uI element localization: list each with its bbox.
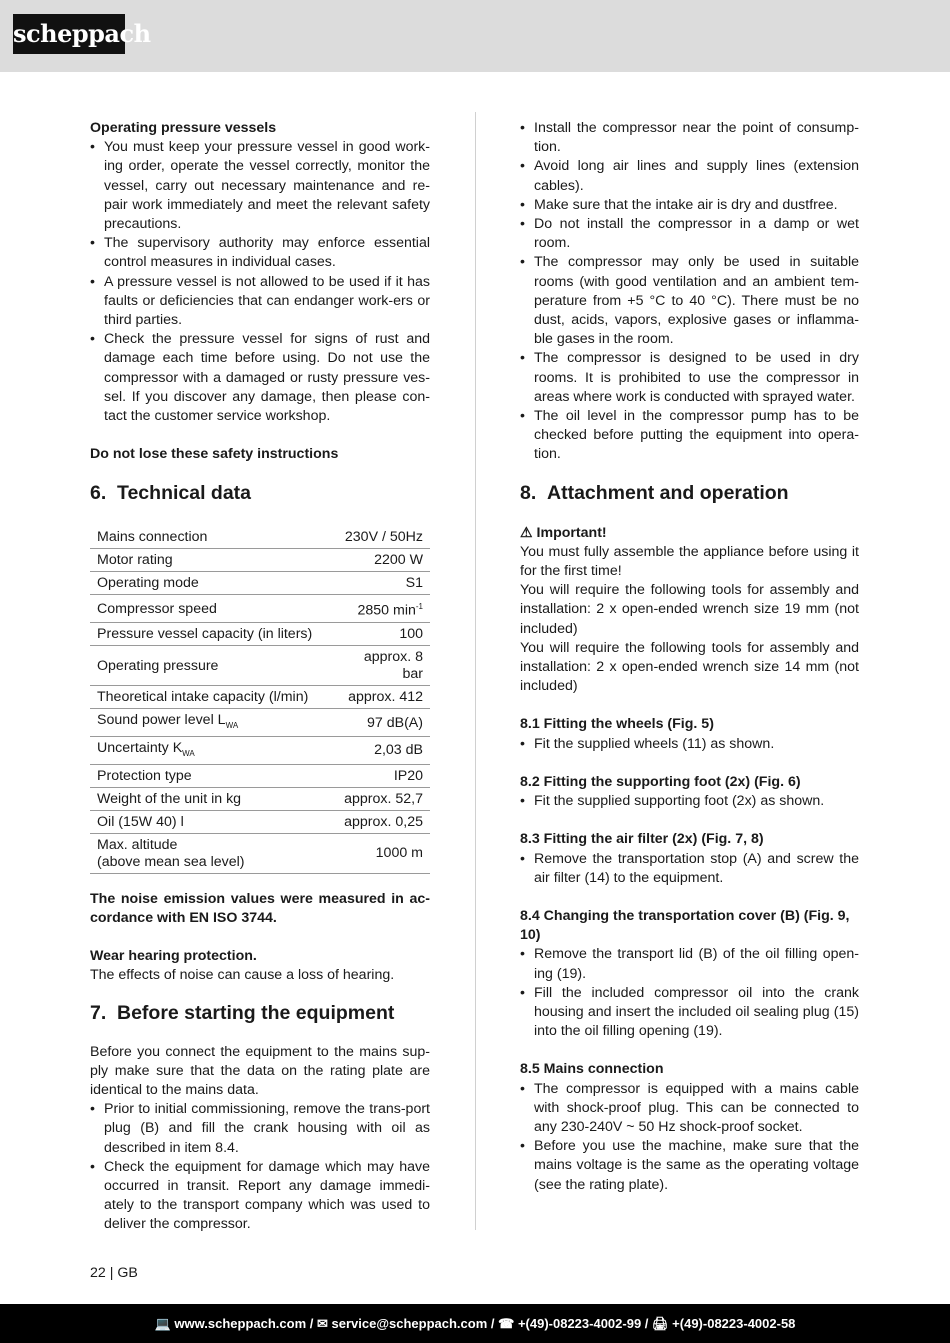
computer-icon: 💻: [154, 1316, 171, 1331]
brand-logo: scheppach: [13, 14, 125, 54]
keep-instructions-note: Do not lose these safety instructions: [90, 446, 339, 463]
phone-number: +(49)-08223-4002-99: [517, 1316, 642, 1331]
warning-triangle-icon: ⚠: [520, 523, 533, 540]
table-row: [90, 737, 430, 765]
list-item: • Check the equipment for damage which may have occurred in transit. Report any damage immedi-ately to the transport company which was used to deliver the compressor.: [90, 1158, 430, 1235]
table-row: [90, 595, 430, 623]
section-7-heading: [90, 1001, 430, 1025]
table-row: [90, 810, 430, 833]
list-item: • The compressor is designed to be used in dry rooms. It is prohibited to use the compressor in areas where work is conducted with sprayed water.: [520, 349, 859, 407]
section-7-intro: Before you connect the equipment to the mains sup-ply make sure that the data on the rating plate are identical to the mains data.: [90, 1043, 430, 1099]
section-8-heading: [520, 481, 859, 505]
spec-value: 2850 $\min^{-1}$: [332, 595, 430, 623]
subsection-8-3-list: [520, 850, 859, 888]
important-heading: [520, 523, 859, 543]
subsection-8-4-list: [520, 945, 859, 1041]
subsection-8-5-heading: 8.5 Mains connection: [520, 1061, 664, 1078]
subsection-8-4-heading: 8.4 Changing the transportation cover (B) (Fig. 9, 10): [520, 907, 850, 944]
subsection-8-3-heading: 8.3 Fitting the air filter (2x) (Fig. 7, 8): [520, 831, 764, 848]
important-text: You must fully assemble the appliance before using it for the first time!: [520, 543, 859, 580]
spec-value: 97 dB(A): [332, 709, 430, 737]
spec-value: approx. 52,7: [332, 787, 430, 810]
subsection-8-1-heading: 8.1 Fitting the wheels (Fig. 5): [520, 716, 714, 733]
spec-label: Pressure vessel capacity (in liters): [90, 623, 332, 646]
spec-value: approx. 0,25: [332, 810, 430, 833]
list-item: • The oil level in the compressor pump has to be checked before putting the equipment into opera-tion.: [520, 407, 859, 465]
spec-label: Sound power level $L_{WA}$: [90, 709, 332, 737]
right-column: [520, 119, 859, 1195]
section-7-list: [90, 1100, 430, 1234]
list-item: • Install the compressor near the point of consump-tion.: [520, 119, 859, 157]
subsection-8-2-list: [520, 792, 859, 811]
operating-vessels-heading: Operating pressure vessels: [90, 120, 277, 136]
list-item: • A pressure vessel is not allowed to be used if it has faults or deficiencies that can endanger work-ers or third parties.: [90, 273, 430, 331]
spec-value: approx. 412: [332, 686, 430, 709]
table-row: [90, 709, 430, 737]
hearing-protection-text: The effects of noise can cause a loss of hearing.: [90, 967, 395, 984]
fax-number: +(49)-08223-4002-58: [672, 1316, 796, 1331]
important-text: You will require the following tools for assembly and installation: 2 x open-ended wrench size 19 mm (not included): [520, 582, 859, 637]
website-link[interactable]: www.scheppach.com: [174, 1316, 307, 1331]
spec-label: Weight of the unit in kg: [90, 787, 332, 810]
spec-label: Oil (15W 40) l: [90, 810, 332, 833]
spec-value: 2,03 dB: [332, 737, 430, 765]
table-row: [90, 764, 430, 787]
important-label: Important!: [536, 524, 607, 541]
list-item: • The compressor is equipped with a mains cable with shock-proof plug. This can be connected to any 230-240V ~ 50 Hz shock-proof socket.: [520, 1080, 859, 1138]
spec-value: 100: [332, 623, 430, 646]
table-row: [90, 646, 430, 686]
section-title: Technical data: [117, 482, 252, 505]
section-number: 6.: [90, 482, 107, 505]
section-number: 8.: [520, 481, 537, 504]
spec-label: Theoretical intake capacity (l/min): [90, 686, 332, 709]
subsection-8-5-list: [520, 1080, 859, 1195]
spec-label: Protection type: [90, 764, 332, 787]
list-item: • Fit the supplied supporting foot (2x) as shown.: [520, 792, 859, 811]
table-row: [90, 787, 430, 810]
phone-icon: ☎: [498, 1316, 515, 1331]
list-item: • Avoid long air lines and supply lines (extension cables).: [520, 157, 859, 195]
table-row: [90, 623, 430, 646]
list-item: • Prior to initial commissioning, remove the trans-port plug (B) and fill the crank housing with oil as described in item 8.4.: [90, 1100, 430, 1158]
spec-value: 230V / 50Hz: [332, 526, 430, 549]
subsection-8-1-list: [520, 735, 859, 754]
list-item: • Remove the transport lid (B) of the oil filling open-ing (19).: [520, 945, 859, 983]
section-title: Before starting the equipment: [117, 1001, 395, 1024]
spec-label: Mains connection: [90, 526, 332, 549]
list-item: • The compressor may only be used in suitable rooms (with good ventilation and an ambient tem-perature from +5 °C to 40 °C). There must be no dust, acids, vapors, explosive gases or inflamma-ble gases in the room.: [520, 253, 859, 349]
section-6-heading: [90, 481, 430, 505]
table-row: [90, 686, 430, 709]
list-item: • You must keep your pressure vessel in good work-ing order, operate the vessel correctly, monitor the vessel, carry out necessary maintenance and re-pair work immediately and meet the relevant safety precautions.: [90, 138, 430, 234]
spec-label: Max. altitude (above mean sea level): [90, 833, 332, 873]
column-divider: [475, 112, 476, 1230]
spec-label: Operating mode: [90, 572, 332, 595]
spec-label: Operating pressure: [90, 646, 332, 686]
table-row: [90, 572, 430, 595]
hearing-protection-heading: Wear hearing protection.: [90, 948, 257, 965]
spec-value: S1: [332, 572, 430, 595]
list-item: • Fit the supplied wheels (11) as shown.: [520, 735, 859, 754]
spec-value: IP20: [332, 764, 430, 787]
section-number: 7.: [90, 1001, 107, 1024]
installation-list: [520, 119, 859, 465]
spec-value: 2200 W: [332, 549, 430, 572]
operating-vessels-list: [90, 138, 430, 426]
important-text: You will require the following tools for assembly and installation: 2 x open-ended wrench size 14 mm (not included): [520, 639, 859, 695]
list-item: • Check the pressure vessel for signs of rust and damage each time before using. Do not use the compressor with a damaged or rusty pressure ves-sel. If you discover any damage, then please con-tact the customer service workshop.: [90, 330, 430, 426]
table-row: [90, 833, 430, 873]
technical-data-table: [90, 526, 430, 873]
left-column: [90, 119, 430, 1235]
spec-value: approx. 8 bar: [332, 646, 430, 686]
list-item: • Before you use the machine, make sure that the mains voltage is the same as the operating voltage (see the rating plate).: [520, 1137, 859, 1195]
mail-icon: ✉: [316, 1316, 328, 1331]
list-item: • Remove the transportation stop (A) and screw the air filter (14) to the equipment.: [520, 850, 859, 888]
spec-label: Motor rating: [90, 549, 332, 572]
subsection-8-2-heading: 8.2 Fitting the supporting foot (2x) (Fig. 6): [520, 773, 801, 790]
table-row: [90, 549, 430, 572]
list-item: • Do not install the compressor in a damp or wet room.: [520, 215, 859, 253]
spec-value: 1000 m: [332, 833, 430, 873]
email-link[interactable]: service@scheppach.com: [331, 1316, 488, 1331]
list-item: • Make sure that the intake air is dry and dustfree.: [520, 196, 859, 215]
noise-emission-note: The noise emission values were measured in ac-cordance with EN ISO 3744.: [90, 890, 430, 927]
page-header: [0, 0, 950, 72]
page-footer: 💻 www.scheppach.com / ✉ service@scheppach.com / ☎ +(49)-08223-4002-99 / 🖨 +(49)-08223-4002-58: [0, 1304, 950, 1343]
section-title: Attachment and operation: [547, 481, 789, 504]
page-number: 22 | GB: [90, 1265, 138, 1281]
spec-label: Uncertainty $K_{WA}$: [90, 737, 332, 765]
list-item: • Fill the included compressor oil into the crank housing and insert the included oil sealing plug (15) into the oil filling opening (19).: [520, 984, 859, 1042]
list-item: • The supervisory authority may enforce essential control measures in individual cases.: [90, 234, 430, 272]
spec-label: Compressor speed: [90, 595, 332, 623]
table-row: [90, 526, 430, 549]
fax-icon: 🖨: [652, 1316, 669, 1331]
